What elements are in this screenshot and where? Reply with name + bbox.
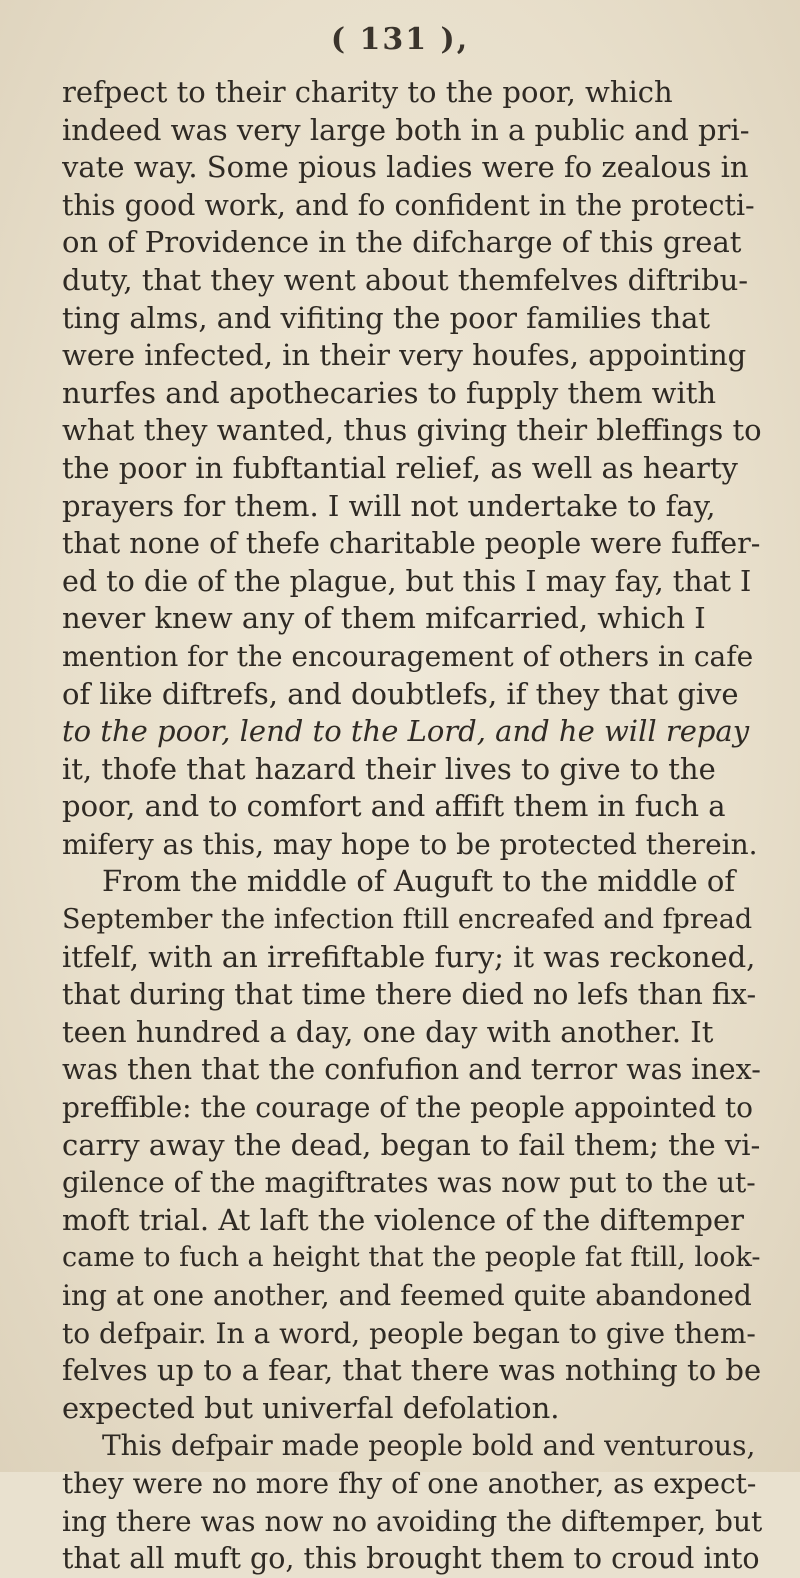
text-line: ed to die of the plague, but this I may fay, that I: [62, 564, 752, 598]
text-line: gilence of the magiftrates was now put to the ut-: [62, 1166, 756, 1200]
text-line: to defpair. In a word, people began to give them-: [62, 1316, 756, 1350]
text-line: preffible: the courage of the people appointed to: [62, 1091, 754, 1125]
text-line: ing there was now no avoiding the diftemper, but: [62, 1504, 762, 1538]
text-line: felves up to a fear, that there was nothing to be: [62, 1353, 762, 1388]
text-line: indeed was very large both in a public and pri-: [62, 112, 750, 147]
text-line: it, thofe that hazard their lives to give to the: [62, 751, 716, 786]
text-line: From the middle of Auguft to the middle of: [102, 864, 736, 899]
text-line: itfelf, with an irrefiftable fury; it was reckoned,: [62, 939, 756, 974]
text-line: This defpair made people bold and venturous,: [102, 1429, 756, 1463]
text-line: ting alms, and vifiting the poor families that: [62, 300, 711, 335]
text-line: that none of thefe charitable people were fuffer-: [62, 527, 761, 561]
text-line: this good work, and fo confident in the protecti-: [62, 188, 755, 222]
text-line: mention for the encouragement of others in cafe: [62, 639, 754, 673]
text-line: was then that the confufion and terror was inex-: [62, 1053, 761, 1087]
text-line: mifery as this, may hope to be protected therein.: [62, 827, 758, 861]
text-line: were infected, in their very houfes, appointing: [62, 338, 747, 373]
text-line: ing at one another, and feemed quite abandoned: [62, 1279, 752, 1312]
text-line: refpect to their charity to the poor, which: [62, 75, 673, 109]
text-line: vate way. Some pious ladies were fo zealous in: [62, 150, 749, 185]
text-line: the poor in fubftantial relief, as well as hearty: [62, 450, 738, 485]
text-line: what they wanted, thus giving their bleffings to: [62, 413, 762, 448]
text-line: they were no more fhy of one another, as expect-: [62, 1466, 757, 1500]
text-line: teen hundred a day, one day with another. It: [62, 1014, 714, 1049]
text-line: of like diftrefs, and doubtlefs, if they that give: [62, 676, 739, 711]
text-line: never knew any of them mifcarried, which I: [62, 601, 706, 636]
text-line: poor, and to comfort and affift them in fuch a: [62, 789, 726, 824]
text-line: prayers for them. I will not undertake to fay,: [62, 488, 716, 523]
text-line: on of Providence in the difcharge of this great: [62, 225, 742, 260]
text-line: nurfes and apothecaries to fupply them with: [62, 375, 717, 410]
text-line: moft trial. At laft the violence of the diftemper: [62, 1202, 744, 1237]
text-line: duty, that they went about themfelves diftribu-: [62, 262, 749, 297]
text-line: expected but univerfal defolation.: [62, 1390, 560, 1425]
text-line: to the poor, lend to the Lord, and he will repay: [62, 714, 750, 749]
text-line: came to fuch a height that the people fat ftill, look-: [62, 1242, 761, 1274]
body-text: [62, 74, 762, 1578]
text-line: that all muft go, this brought them to croud into: [62, 1542, 760, 1576]
text-line: carry away the dead, began to fail them; the vi-: [62, 1127, 761, 1162]
page-number-header: ( 131 ),: [330, 22, 470, 57]
text-line: September the infection ftill encreafed and fpread: [62, 904, 753, 936]
text-line: that during that time there died no lefs than fix-: [62, 978, 757, 1012]
